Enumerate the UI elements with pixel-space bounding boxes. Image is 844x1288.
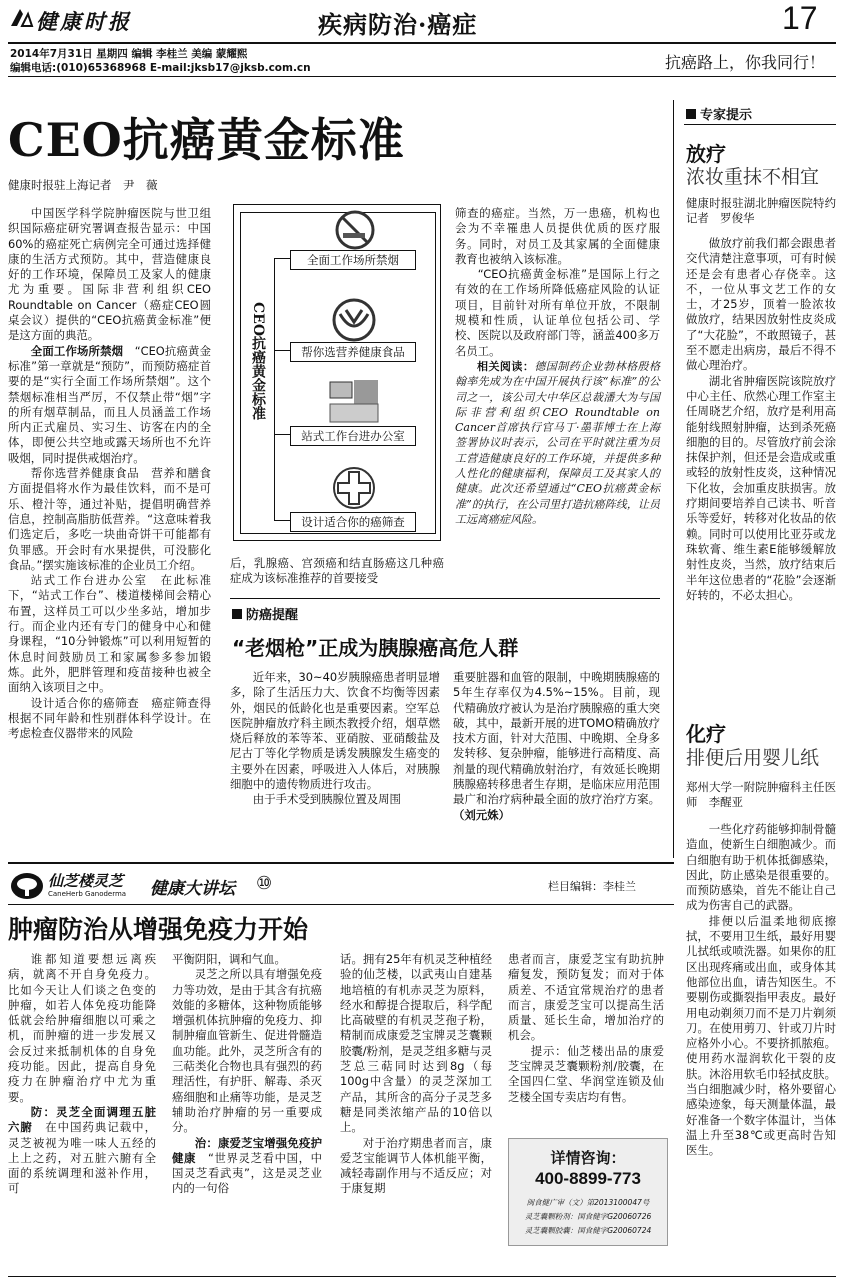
masthead-emblem-icon — [8, 6, 34, 30]
prevention-tag: 防癌提醒 — [232, 604, 298, 623]
diagram-item-screening: 设计适合你的癌筛查 — [290, 512, 416, 532]
column-col2 — [172, 952, 322, 1197]
subhead-smoking: 全面工作场所禁烟 — [30, 343, 124, 358]
expert-topic1-heading: 放疗 — [686, 142, 726, 166]
main-article-title: CEO抗癌黄金标准 — [8, 113, 405, 167]
paragraph: 谁都知道要想远离疾病，就离不开自身免疫力。比如今天让人们谈之色变的肿瘤，如若人体免疫功能降低就会给肿瘤细胞以可乘之机，而肿瘤的进一步发展又会反过来抵制机体的自身免疫功能。因此，提高自身免疫力在肿瘤治疗中尤为重要。 — [8, 952, 156, 1104]
masthead-logo — [8, 6, 158, 32]
paragraph: 湖北省肿瘤医院该院放疗中心主任、欣然心理工作室主任周晓艺介绍，放疗是利用高能射线照射肿瘤，达到杀死癌细胞的目的。尽管放疗前会涂抹保护剂，但还是会造成或重或轻的放射性皮炎，这种情况下化妆，会加重皮肤损害。放疗期间要培养自己读书、听音乐等爱好，转移对化妆品的依赖。同时可以使用比亚芬或龙珠软膏、维生素E能够缓解放射性皮炎，当然，放疗结束后半年这位患者的“花脸”会逐渐好转的，不必太担心。 — [686, 373, 836, 602]
diagram-title: CEO抗癌黄金标准 — [250, 302, 266, 421]
ad-approval-2: 灵芝囊颗粉剂：国食健字G20060726 — [524, 1212, 652, 1221]
paragraph: 对于治疗期患者而言，康爱芝宝能调节人体机能平衡，减轻毒副作用与不适反应；对于康复期 — [340, 1135, 492, 1196]
consult-box — [508, 1138, 668, 1246]
paragraph: “CEO抗癌黄金标准”是国际上行之有效的在工作场所降低癌症风险的认证项目，目前针对所有单位开放，不限制规模和性质，认证单位包括公司、学校、医院以及政府部门等，涵盖400多万名员工。 — [455, 267, 660, 358]
series-name: 健康大讲坛 — [150, 879, 235, 899]
main-article-col1 — [8, 206, 211, 741]
medical-cross-icon — [330, 464, 378, 512]
masthead-title: 健康时报 — [36, 9, 132, 34]
prevention-title: “老烟枪”正成为胰腺癌高危人群 — [232, 636, 519, 660]
series-number: ⑩ — [256, 873, 273, 894]
column-title: 肿瘤防治从增强免疫力开始 — [8, 915, 309, 944]
contact-line: 编辑电话:(010)65368968 E-mail:jksb17@jksb.com.cn — [10, 62, 311, 74]
prevention-author: （刘元姝） — [453, 807, 510, 822]
paragraph: 灵芝之所以具有增强免疫力等功效，是由于其含有抗癌效能的多糖体，这种物质能够增强机体抗肿瘤的免疫力、抑制肿瘤血管新生、促进骨髓造血功能。此外，灵芝所含有的三萜类化合物也具有强烈的药理活性，有护肝、解毒、杀灭癌细胞和止痛等功能，是灵芝辅助治疗肿瘤的另一重要成分。 — [172, 967, 322, 1135]
brand-name: 仙芝楼灵芝 — [48, 872, 124, 890]
diagram-item-smoking: 全面工作场所禁烟 — [290, 250, 416, 270]
date-line: 2014年7月31日 星期四 编辑 李桂兰 美编 蒙耀熙 — [10, 48, 248, 60]
expert-topic2-body — [686, 822, 836, 1159]
lingzhi-logo-icon — [10, 871, 44, 901]
related-reading-text: 德国制药企业勃林格殷格翰率先成为在中国开展执行该“标准”的公司之一，该公司大中华区总裁潘大为与国际非营利组织CEO Roundtable on Cancer首席执行官马丁·墨菲博士在上海签署协议时表示，公司在平时就注重为员工营造健康良好的工作环境，并提供多种人性化的健康福利，保障员工及其家人的健康。此次还希望通过“CEO抗癌黄金标准”的执行，在公司里打造抗癌阵线，让员工远离癌症风险。 — [455, 359, 661, 526]
related-reading-label: 相关阅读： — [477, 359, 535, 373]
paragraph: 做放疗前我们都会跟患者交代清楚注意事项，可有时候还是会有患者心存侥幸。这不，一位从事文艺工作的女士，才25岁，顶着一脸浓妆做放疗，结果因放射性皮炎成了“大花脸”，不敢照镜子，甚至不愿走出病房，最后不得不做心理治疗。 — [686, 236, 836, 373]
expert-topic1-body — [686, 236, 836, 603]
expert-topic2-byline: 郑州大学一附院肿瘤科主任医师 李醒亚 — [686, 780, 836, 810]
ad-approval-3: 灵芝囊颗胶囊：国食健字G20060724 — [524, 1226, 652, 1235]
column-col4 — [508, 952, 664, 1105]
expert-topic1-subheading: 浓妆重抹不相宜 — [686, 166, 820, 188]
column-col1 — [8, 952, 156, 1197]
paragraph: 帮你选营养健康食品 营养和膳食方面提倡将水作为最佳饮料，而不是可乐、橙汁等，通过补贴，提倡明确营养信息，控制高脂肪低营养。“这意味着我们选定后，多吃一块曲奇饼干可能都有负罪感。开会时有水果提供，可没膨化食品。”摆实施该标准的企业员工介绍。 — [8, 466, 211, 572]
main-article-col2-tail — [230, 556, 444, 587]
column-banner — [10, 870, 670, 904]
column-col3 — [340, 952, 492, 1197]
paragraph: 平衡阴阳，调和气血。 — [172, 952, 286, 966]
paragraph: 中国医学科学院肿瘤医院与世卫组织国际癌症研究署调查报告显示：中国60%的癌症死亡病例完全可通过选择健康的生活方式预防。其中，营造健康良好的工作环境，保障员工及家人的健康尤为重要。国际非营利组织CEO Roundtable on Cancer（癌症CEO圆桌会议）提供的“CEO抗癌黄金标准”便是这方面的典范。 — [8, 206, 211, 343]
standing-desk-icon — [326, 378, 382, 428]
paragraph: 站式工作台进办公室 在此标准下，“站式工作台”、楼道楼梯间会精心布置，这样员工可以少坐多站，增加步行。而企业内还有专门的健身中心和健身课程，“10分钟锻炼”可以利用短暂的休息时间鼓励员工和家属参多参加锻炼。此外，肥胖管理和疫苗接种也被全面纳入该项目之中。 — [8, 573, 211, 695]
expert-tag: 专家提示 — [686, 104, 752, 123]
expert-topic2-heading: 化疗 — [686, 722, 726, 746]
paragraph: 由于手术受到胰腺位置及周围 — [252, 792, 401, 807]
paragraph: 设计适合你的癌筛查 癌症筛查得根据不同年龄和性别群体科学设计。在考虑检查仪器带来的风险 — [8, 695, 211, 741]
paragraph: 话。拥有25年有机灵芝种植经验的仙芝楼，以武夷山自建基地培植的有机赤灵芝为原料，经水和醇提合提取后，科学配比高破壁的有机灵芝孢子粉，精制而成康爱芝宝牌灵芝囊颗胶囊/粉剂，是灵芝组多糖与灵芝总三萜同时达到8g（每100g中含量）的灵芝深加工产品，其所含的高分子灵芝多糖是同类浓缩产品的10倍以上。 — [340, 952, 492, 1135]
diagram-item-nutrition: 帮你选营养健康食品 — [290, 342, 416, 362]
expert-topic1-byline: 健康时报驻湖北肿瘤医院特约记者 罗俊华 — [686, 196, 836, 226]
subhead-prevent: 防：灵芝全面调理五脏六腑 — [8, 1104, 156, 1135]
paragraph: 防：灵芝全面调理五脏六腑 在中国药典记载中，灵芝被视为唯一味人五经的上上之药，对五脏六腑有全面的系统调理和滋补作用，可 — [8, 1104, 156, 1196]
main-article-col3 — [455, 206, 660, 527]
tag-marker-icon — [232, 609, 242, 619]
tag-marker-icon — [686, 109, 696, 119]
paragraph: 排便以后温柔地彻底擦拭，不要用卫生纸，最好用婴儿拭纸或喷洗器。如果你的肛区出现疼痛或出血，或身体其他部位出血，请告知医生。不要剔伤或撕裂指甲表皮。最好用电动剃须刀而不是刀片剃须刀。在使用剪刀、针或刀片时应格外小心。不要挤抓脓疱。使用药水湿润软化干裂的皮肤。沐浴用软毛巾轻拭皮肤。当白细胞减少时，格外要留心感染迹象，每天测量体温，最好准备一个数字体温计，当体温上升至38℃或更高时告知医生。 — [686, 913, 836, 1158]
ad-approval-1: 闽食健广审（文）第2013100047号 — [526, 1198, 650, 1207]
main-article-byline: 健康时报驻上海记者 尹 薇 — [8, 178, 158, 192]
slogan: 抗癌路上，你我同行！ — [665, 53, 826, 72]
paragraph: 一些化疗药能够抑制骨髓造血，使新生白细胞减少。而白细胞有助于机体抵御感染，因此，防止感染是很重要的。而预防感染，首先不能让自己成为伤害自己的武器。 — [686, 822, 836, 913]
paragraph: 筛查的癌症。当然，万一患癌，机构也会为不幸罹患人员提供优质的医疗服务。同时，对员工及其家属的全面健康教育也被纳入该标准。 — [455, 206, 660, 266]
paragraph: 患者而言，康爱芝宝有助抗肿瘤复发，预防复发；而对于体质差、不适宜常规治疗的患者而言，康爱芝宝可以提高生活质量、延长生命，增加治疗的机会。 — [508, 952, 664, 1043]
consult-label: 详情咨询： — [550, 1149, 626, 1167]
paragraph: 重要脏器和血管的限制，中晚期胰腺癌的5年生存率仅为4.5%~15%。目前，现代精确放疗被认为是治疗胰腺癌的重大突破，其中，最新开展的进TOMO精确放疗技术方面，针对大范围、中晚期、全身多发转移、复杂肿瘤，能够进行高精度、高剂量的现代精确放射治疗，有效延长晚期胰腺癌转移患者生存期，是临床应用范围最广和治疗病种最全面的放疗治疗方案。（刘元姝） — [453, 670, 660, 822]
paragraph: 近年来，30~40岁胰腺癌患者明显增多，除了生活压力大、饮食不均衡等因素外，烟民的低龄化也是重要因素。空军总医院肿瘤放疗科主顾杰教授介绍，烟草燃烧后释放的苯等苯、亚硝胺、亚硝酸盐及尼古丁等化学物质是诱发胰腺发生癌变的主要外在因素，呼吸进入人体后，对胰腺细胞中的遗传物质进行攻击。 — [230, 670, 440, 792]
consult-phone: 400-8899-773 — [535, 1169, 641, 1188]
section-title: 疾病防治·癌症 — [318, 10, 478, 39]
no-smoking-icon — [333, 208, 377, 252]
paragraph-text: “CEO抗癌黄金标准”第一章就是“预防”，而预防癌症首要的是“实行全面工作场所禁烟”。这个禁烟标准相当严厉，不仅禁止带“烟”字的所有烟草制品，而且人员涵盖工作场所内正式雇员、实习生、访客在内的全体，即便公共空地或露天场所也不允许吸烟，同时提供戒烟治疗。 — [8, 343, 211, 465]
subhead-treat: 治：康爱芝宝增强免疫护健康 — [172, 1135, 322, 1165]
prevention-col2 — [453, 670, 660, 823]
standard-diagram — [230, 204, 444, 544]
paragraph: 后，乳腺癌、宫颈癌和结直肠癌这几种癌症成为该标准推荐的首要接受 — [230, 556, 444, 586]
expert-topic2-subheading: 排便后用婴儿纸 — [686, 747, 820, 769]
column-editor: 栏目编辑：李桂兰 — [548, 880, 636, 893]
paragraph: 提示：仙芝楼出品的康爱芝宝牌灵芝囊颗粉剂/胶囊，在全国四仁堂、华润堂连锁及仙芝楼全国专卖店均有售。 — [508, 1043, 664, 1104]
paragraph: 治：康爱芝宝增强免疫护健康 “世界灵芝看中国，中国灵芝看武夷”，这是灵芝业内的一句俗 — [172, 1135, 322, 1196]
brand-name-en: CaneHerb Ganoderma — [48, 890, 127, 898]
nutrition-icon — [330, 296, 378, 344]
paragraph — [8, 344, 211, 466]
diagram-item-standing-desk: 站式工作台进办公室 — [290, 426, 416, 446]
page-number: 17 — [782, 0, 818, 36]
prevention-col1 — [230, 670, 440, 808]
related-reading — [455, 359, 660, 527]
